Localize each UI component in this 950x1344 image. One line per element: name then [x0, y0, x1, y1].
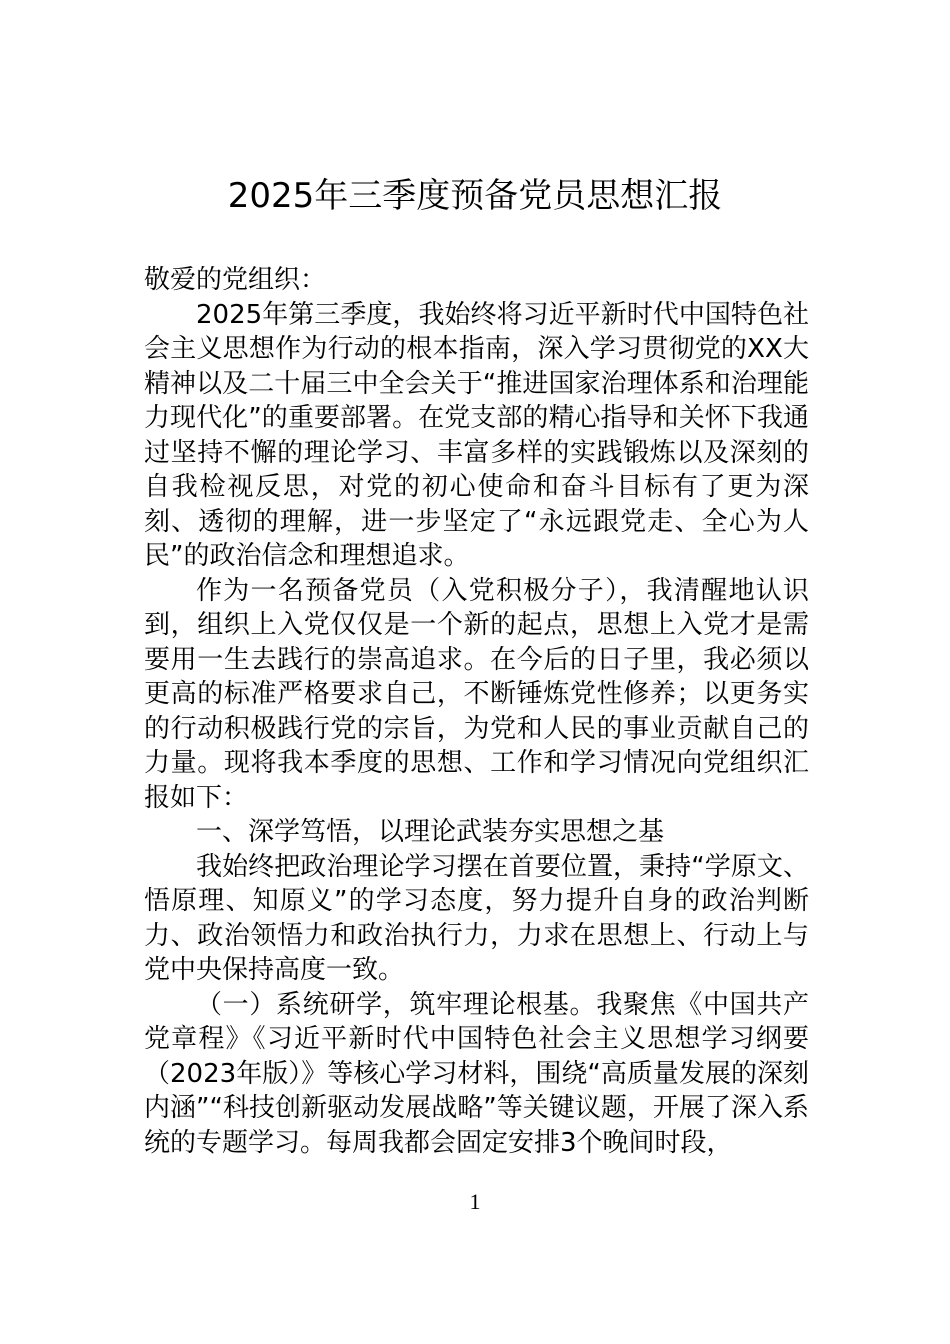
document-body	[144, 263, 809, 1160]
section-heading: 一、深学笃悟，以理论武装夯实思想之基	[196, 817, 665, 847]
paragraph: 2025年第三季度，我始终将习近平新时代中国特色社会主义思想作为行动的根本指南，深入学习贯彻党的XX大精神以及二十届三中全会关于“推进国家治理体系和治理能力现代化”的重要部署。在党支部的精心指导和关怀下我通过坚持不懈的理论学习、丰富多样的实践锻炼以及深刻的自我检视反思，对党的初心使命和奋斗目标有了更为深刻、透彻的理解，进一步坚定了“永远跟党走、全心为人民”的政治信念和理想追求。	[144, 299, 809, 571]
page-number: 1	[469, 1189, 481, 1214]
paragraph: （一）系统研学，筑牢理论根基。我聚焦《中国共产党章程》《习近平新时代中国特色社会主义思想学习纲要（2023年版）》等核心学习材料，围绕“高质量发展的深刻内涵”“科技创新驱动发展战略”等关键议题，开展了深入系统的专题学习。每周我都会固定安排3个晚间时段，	[144, 989, 809, 1158]
document-title: 2025年三季度预备党员思想汇报	[227, 176, 723, 216]
paragraph: 作为一名预备党员（入党积极分子），我清醒地认识到，组织上入党仅仅是一个新的起点，思想上入党才是需要用一生去践行的崇高追求。在今后的日子里，我必须以更高的标准严格要求自己，不断锤炼党性修养；以更务实的行动积极践行党的宗旨，为党和人民的事业贡献自己的力量。现将我本季度的思想、工作和学习情况向党组织汇报如下：	[144, 575, 809, 813]
paragraph: 我始终把政治理论学习摆在首要位置，秉持“学原文、悟原理、知原义”的学习态度，努力提升自身的政治判断力、政治领悟力和政治执行力，力求在思想上、行动上与党中央保持高度一致。	[144, 851, 809, 985]
salutation: 敬爱的党组织：	[144, 265, 327, 295]
